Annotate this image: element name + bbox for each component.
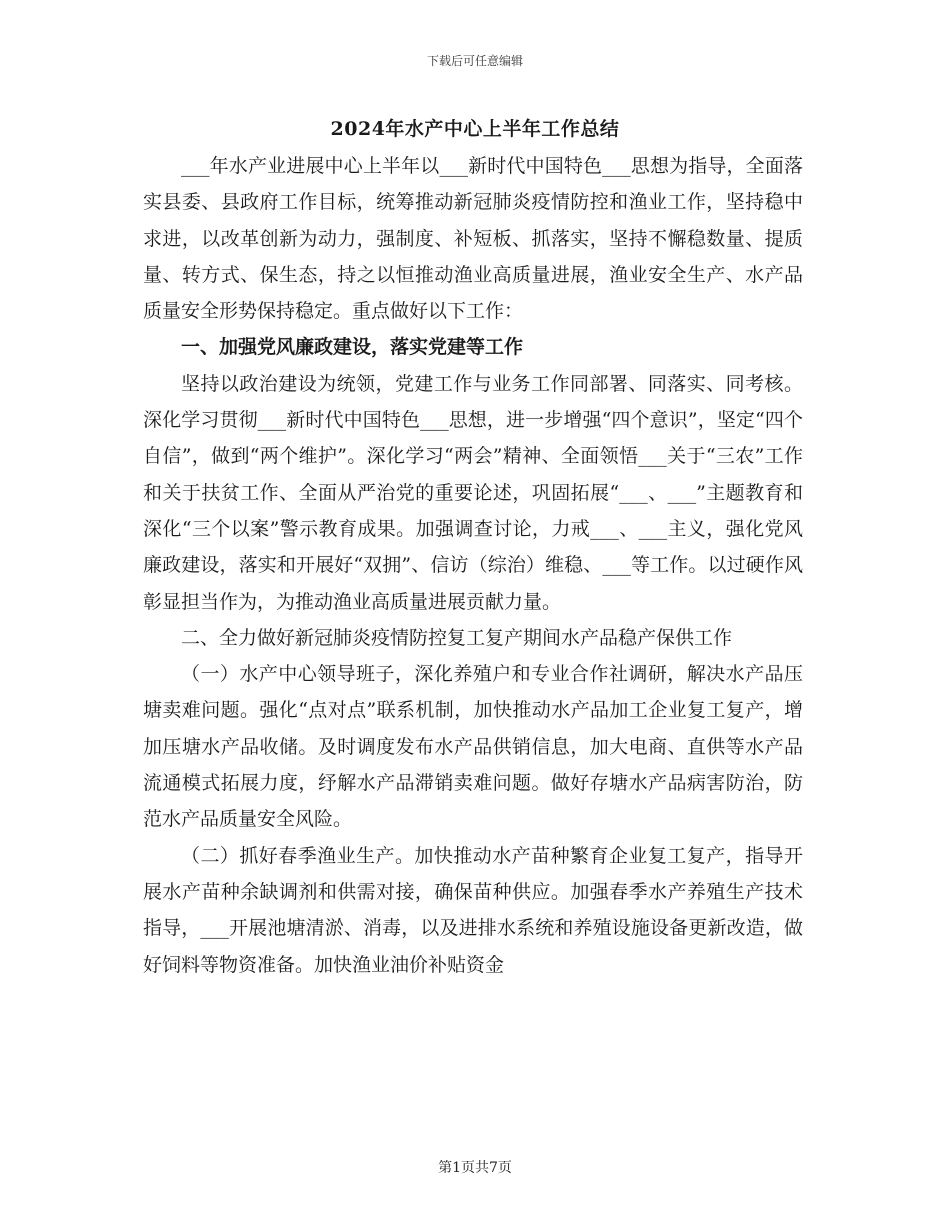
header-note: 下载后可任意编辑 <box>426 54 523 68</box>
section-heading-2: 二、全力做好新冠肺炎疫情防控复工复产期间水产品稳产保供工作 <box>181 626 733 649</box>
document-body <box>143 148 803 983</box>
intro-paragraph: ___年水产业进展中心上半年以___新时代中国特色___思想为指导，全面落实县委、县政府工作目标，统筹推动新冠肺炎疫情防控和渔业工作，坚持稳中求进，以改革创新为动力，强制度、补短板、抓落实，坚持不懈稳数量、提质量、转方式、保生态，持之以恒推动渔业高质量进展，渔业安全生产、水产品质量安全形势保持稳定。重点做好以下工作： <box>143 155 803 323</box>
document-title: 2024年水产中心上半年工作总结 <box>330 118 620 140</box>
section-heading-1: 一、加强党风廉政建设，落实党建等工作 <box>181 336 524 359</box>
section-2-item-2-paragraph: （二）抓好春季渔业生产。加快推动水产苗种繁育企业复工复产，指导开展水产苗种余缺调剂和供需对接，确保苗种供应。加强春季水产养殖生产技术指导，___开展池塘清淤、消毒，以及进排水系统和养殖设施设备更新改造，做好饲料等物资准备。加快渔业油价补贴资金 <box>143 844 803 976</box>
section-2-item-1-paragraph: （一）水产中心领导班子，深化养殖户和专业合作社调研，解决水产品压塘卖难问题。强化“点对点”联系机制，加快推动水产品加工企业复工复产，增加压塘水产品收储。及时调度发布水产品供销信息，加大电商、直供等水产品流通模式拓展力度，纾解水产品滞销卖难问题。做好存塘水产品病害防治，防范水产品质量安全风险。 <box>143 663 803 831</box>
section-1-paragraph: 坚持以政治建设为统领，党建工作与业务工作同部署、同落实、同考核。深化学习贯彻___新时代中国特色___思想，进一步增强“四个意识”，坚定“四个自信”，做到“两个维护”。深化学习“两会”精神、全面领悟___关于“三农”工作和关于扶贫工作、全面从严治党的重要论述，巩固拓展“___、___”主题教育和深化“三个以案”警示教育成果。加强调查讨论，力戒___、___主义，强化党风廉政建设，落实和开展好“双拥”、信访（综治）维稳、___等工作。以过硬作风彰显担当作为，为推动渔业高质量进展贡献力量。 <box>143 372 803 613</box>
page-footer: 第1页共7页 <box>438 1160 512 1176</box>
